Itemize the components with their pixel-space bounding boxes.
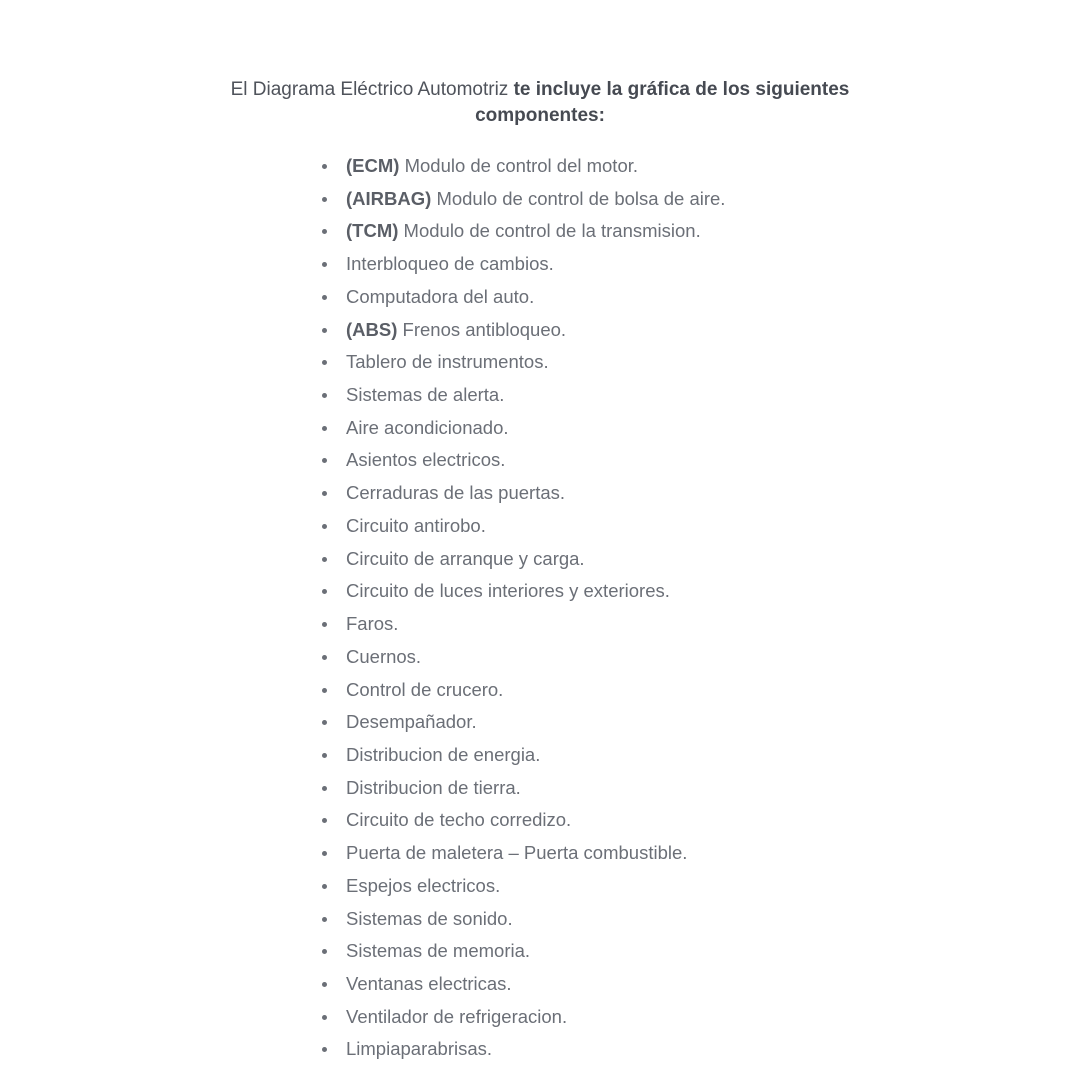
component-text: Frenos antibloqueo. xyxy=(402,318,567,340)
bullet-icon xyxy=(322,786,327,791)
component-text: Cuernos. xyxy=(346,645,422,667)
bullet-icon xyxy=(322,655,327,660)
list-item xyxy=(317,379,725,412)
component-text: Circuito de arranque y carga. xyxy=(346,547,585,569)
intro-paragraph xyxy=(0,77,1080,129)
component-text: Sistemas de sonido. xyxy=(346,907,513,929)
component-text: Ventanas electricas. xyxy=(346,972,512,994)
component-text: Faros. xyxy=(346,613,399,635)
list-item xyxy=(317,248,725,281)
list-item xyxy=(317,412,725,445)
bullet-icon xyxy=(322,982,327,987)
component-text: Desempañador. xyxy=(346,711,477,733)
component-text: Sistemas de memoria. xyxy=(346,940,531,962)
list-item xyxy=(317,968,725,1001)
component-text: Aire acondicionado. xyxy=(346,416,509,438)
list-item xyxy=(317,543,725,576)
component-text: Limpiaparabrisas. xyxy=(346,1038,493,1060)
component-text: Espejos electricos. xyxy=(346,874,501,896)
bullet-icon xyxy=(322,164,327,169)
list-item xyxy=(317,150,725,183)
bullet-icon xyxy=(322,851,327,856)
bullet-icon xyxy=(322,229,327,234)
bullet-icon xyxy=(322,589,327,594)
component-abbreviation: (AIRBAG) xyxy=(346,187,437,209)
list-item xyxy=(317,1001,725,1034)
bullet-icon xyxy=(322,753,327,758)
bullet-icon xyxy=(322,458,327,463)
bullet-icon xyxy=(322,1047,327,1052)
component-text: Sistemas de alerta. xyxy=(346,384,505,406)
component-text: Asientos electricos. xyxy=(346,449,506,471)
list-item xyxy=(317,706,725,739)
list-item xyxy=(317,935,725,968)
list-item xyxy=(317,903,725,936)
component-text: Circuito antirobo. xyxy=(346,514,486,536)
list-item xyxy=(317,804,725,837)
bullet-icon xyxy=(322,426,327,431)
list-item xyxy=(317,314,725,347)
component-text: Control de crucero. xyxy=(346,678,504,700)
bullet-icon xyxy=(322,949,327,954)
component-text: Circuito de techo corredizo. xyxy=(346,809,572,831)
component-text: Ventilador de refrigeracion. xyxy=(346,1005,568,1027)
list-item xyxy=(317,215,725,248)
component-list xyxy=(317,150,725,1066)
component-abbreviation: (TCM) xyxy=(346,220,404,242)
bullet-icon xyxy=(322,328,327,333)
list-item xyxy=(317,477,725,510)
bullet-icon xyxy=(322,295,327,300)
bullet-icon xyxy=(322,720,327,725)
list-item xyxy=(317,575,725,608)
component-abbreviation: (ABS) xyxy=(346,318,403,340)
bullet-icon xyxy=(322,557,327,562)
bullet-icon xyxy=(322,917,327,922)
list-item xyxy=(317,674,725,707)
list-item xyxy=(317,641,725,674)
intro-emphasis-line2: componentes: xyxy=(475,105,605,126)
bullet-icon xyxy=(322,688,327,693)
bullet-icon xyxy=(322,197,327,202)
component-text: Cerraduras de las puertas. xyxy=(346,482,566,504)
component-abbreviation: (ECM) xyxy=(346,155,405,176)
component-text: Modulo de control de bolsa de aire. xyxy=(436,187,726,209)
component-text: Distribucion de energia. xyxy=(346,743,541,765)
bullet-icon xyxy=(322,524,327,529)
component-text: Tablero de instrumentos. xyxy=(346,351,549,373)
component-text: Modulo de control del motor. xyxy=(404,155,639,176)
bullet-icon xyxy=(322,360,327,365)
bullet-icon xyxy=(322,622,327,627)
bullet-icon xyxy=(322,491,327,496)
bullet-icon xyxy=(322,818,327,823)
list-item xyxy=(317,870,725,903)
bullet-icon xyxy=(322,393,327,398)
bullet-icon xyxy=(322,884,327,889)
list-item xyxy=(317,346,725,379)
component-text: Distribucion de tierra. xyxy=(346,776,521,798)
intro-emphasis-line1: te incluye la gráfica de los siguientes xyxy=(513,79,850,100)
list-item xyxy=(317,1033,725,1066)
list-item xyxy=(317,739,725,772)
component-text: Modulo de control de la transmision. xyxy=(403,220,701,242)
bullet-icon xyxy=(322,1015,327,1020)
intro-prefix: El Diagrama Eléctrico Automotriz xyxy=(230,79,509,100)
list-item xyxy=(317,608,725,641)
component-text: Computadora del auto. xyxy=(346,285,535,307)
list-item xyxy=(317,837,725,870)
list-item xyxy=(317,510,725,543)
component-text: Circuito de luces interiores y exteriores. xyxy=(346,580,670,602)
list-item xyxy=(317,281,725,314)
list-item xyxy=(317,444,725,477)
list-item xyxy=(317,183,725,216)
list-item xyxy=(317,772,725,805)
component-text: Puerta de maletera – Puerta combustible. xyxy=(346,842,688,864)
component-text: Interbloqueo de cambios. xyxy=(346,253,554,275)
bullet-icon xyxy=(322,262,327,267)
